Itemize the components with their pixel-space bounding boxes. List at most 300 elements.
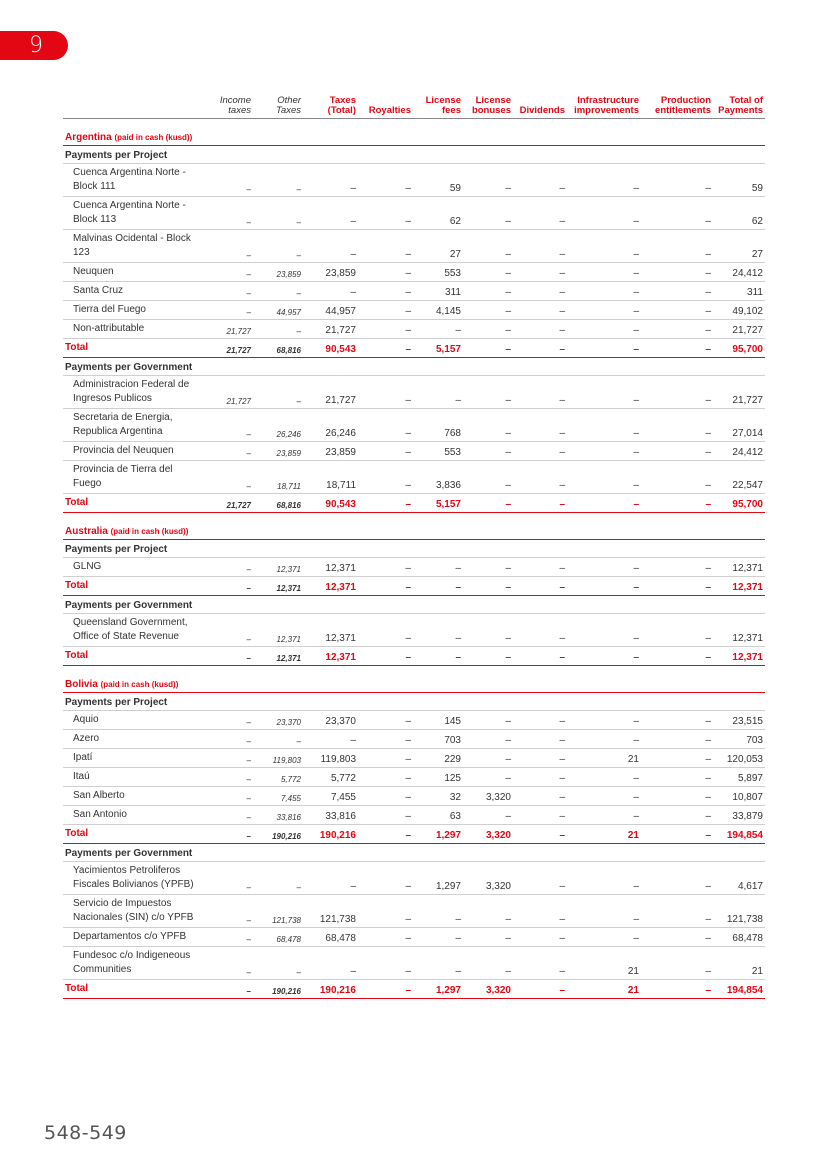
- value-cell: –: [213, 282, 253, 301]
- value-cell: 3,836: [413, 461, 463, 494]
- value-cell: 190,216: [303, 825, 358, 844]
- value-cell: –: [513, 862, 567, 895]
- value-cell: –: [567, 339, 641, 358]
- value-cell: 18,711: [253, 461, 303, 494]
- section-header: [63, 596, 765, 614]
- table-row: [63, 230, 765, 263]
- value-cell: –: [463, 442, 513, 461]
- value-cell: –: [253, 282, 303, 301]
- value-cell: 68,816: [253, 494, 303, 513]
- value-cell: 229: [413, 749, 463, 768]
- value-cell: –: [358, 862, 413, 895]
- value-cell: 194,854: [713, 825, 765, 844]
- value-cell: –: [567, 577, 641, 596]
- value-cell: –: [641, 895, 713, 928]
- value-cell: 3,320: [463, 862, 513, 895]
- value-cell: 5,897: [713, 768, 765, 787]
- value-cell: –: [513, 980, 567, 999]
- value-cell: –: [358, 806, 413, 825]
- value-cell: –: [463, 711, 513, 730]
- table-row: [63, 442, 765, 461]
- payments-table: [63, 96, 765, 999]
- value-cell: –: [513, 928, 567, 947]
- row-label: Santa Cruz: [63, 282, 213, 301]
- value-cell: –: [513, 577, 567, 596]
- value-cell: –: [641, 461, 713, 494]
- page-range: 548-549: [44, 1122, 127, 1144]
- total-label: Total: [63, 825, 213, 844]
- value-cell: –: [303, 282, 358, 301]
- value-cell: –: [358, 376, 413, 409]
- value-cell: –: [358, 614, 413, 647]
- value-cell: –: [513, 164, 567, 197]
- value-cell: –: [513, 768, 567, 787]
- value-cell: –: [567, 197, 641, 230]
- value-cell: –: [463, 230, 513, 263]
- value-cell: 12,371: [713, 558, 765, 577]
- value-cell: –: [213, 197, 253, 230]
- value-cell: –: [303, 947, 358, 980]
- value-cell: 23,859: [303, 263, 358, 282]
- table-row: [63, 263, 765, 282]
- table-row: [63, 928, 765, 947]
- value-cell: 62: [413, 197, 463, 230]
- table-row: [63, 409, 765, 442]
- country-title: [63, 119, 765, 146]
- table-row: [63, 461, 765, 494]
- row-label: Queensland Government, Office of State Revenue: [63, 614, 213, 647]
- table-row: [63, 164, 765, 197]
- value-cell: –: [463, 339, 513, 358]
- value-cell: –: [513, 494, 567, 513]
- value-cell: 120,053: [713, 749, 765, 768]
- section-title: Payments per Government: [63, 358, 765, 376]
- value-cell: 145: [413, 711, 463, 730]
- value-cell: –: [413, 320, 463, 339]
- value-cell: 121,738: [303, 895, 358, 928]
- value-cell: –: [358, 558, 413, 577]
- header-dividends: Dividends: [513, 96, 567, 119]
- section-title: Payments per Project: [63, 540, 765, 558]
- value-cell: –: [463, 768, 513, 787]
- row-label: Yacimientos Petroliferos Fiscales Bolivianos (YPFB): [63, 862, 213, 895]
- value-cell: –: [567, 787, 641, 806]
- section-title: Payments per Government: [63, 844, 765, 862]
- value-cell: –: [358, 442, 413, 461]
- value-cell: –: [567, 711, 641, 730]
- row-label: Azero: [63, 730, 213, 749]
- value-cell: –: [253, 320, 303, 339]
- value-cell: 44,957: [303, 301, 358, 320]
- value-cell: –: [641, 711, 713, 730]
- value-cell: –: [358, 980, 413, 999]
- value-cell: 27,014: [713, 409, 765, 442]
- value-cell: –: [303, 730, 358, 749]
- value-cell: –: [641, 339, 713, 358]
- value-cell: 12,371: [253, 577, 303, 596]
- value-cell: 190,216: [253, 825, 303, 844]
- row-label: Servicio de Impuestos Nacionales (SIN) c/o YPFB: [63, 895, 213, 928]
- value-cell: 26,246: [253, 409, 303, 442]
- value-cell: –: [567, 895, 641, 928]
- value-cell: –: [567, 282, 641, 301]
- country-title: [63, 513, 765, 540]
- country-title: [63, 666, 765, 693]
- value-cell: 12,371: [713, 647, 765, 666]
- value-cell: 553: [413, 263, 463, 282]
- row-label: Ipatí: [63, 749, 213, 768]
- country-unit-note: (paid in cash (kusd)): [100, 680, 179, 689]
- value-cell: –: [567, 230, 641, 263]
- value-cell: –: [253, 230, 303, 263]
- value-cell: –: [213, 409, 253, 442]
- value-cell: –: [513, 806, 567, 825]
- value-cell: –: [641, 376, 713, 409]
- value-cell: –: [641, 980, 713, 999]
- row-label: Tierra del Fuego: [63, 301, 213, 320]
- value-cell: –: [463, 806, 513, 825]
- value-cell: –: [303, 197, 358, 230]
- value-cell: 1,297: [413, 862, 463, 895]
- table-row: [63, 197, 765, 230]
- value-cell: 21: [567, 980, 641, 999]
- value-cell: –: [513, 320, 567, 339]
- country-header: [63, 119, 765, 146]
- row-label: Departamentos c/o YPFB: [63, 928, 213, 947]
- value-cell: –: [567, 164, 641, 197]
- table-row: [63, 947, 765, 980]
- value-cell: 21,727: [303, 376, 358, 409]
- value-cell: 3,320: [463, 825, 513, 844]
- value-cell: 12,371: [253, 647, 303, 666]
- total-row: [63, 577, 765, 596]
- value-cell: –: [513, 711, 567, 730]
- table-body: [63, 119, 765, 999]
- value-cell: 27: [413, 230, 463, 263]
- value-cell: –: [641, 494, 713, 513]
- value-cell: –: [413, 928, 463, 947]
- value-cell: 21,727: [303, 320, 358, 339]
- value-cell: 23,370: [253, 711, 303, 730]
- value-cell: –: [513, 614, 567, 647]
- value-cell: –: [213, 862, 253, 895]
- value-cell: –: [213, 647, 253, 666]
- value-cell: –: [513, 263, 567, 282]
- value-cell: –: [513, 230, 567, 263]
- header-label: [63, 96, 213, 119]
- value-cell: 125: [413, 768, 463, 787]
- value-cell: 311: [413, 282, 463, 301]
- value-cell: –: [641, 862, 713, 895]
- value-cell: –: [463, 928, 513, 947]
- row-label: Provincia de Tierra del Fuego: [63, 461, 213, 494]
- value-cell: 3,320: [463, 787, 513, 806]
- value-cell: –: [567, 730, 641, 749]
- value-cell: 5,772: [253, 768, 303, 787]
- value-cell: –: [513, 787, 567, 806]
- value-cell: –: [463, 647, 513, 666]
- header-taxes-total: Taxes (Total): [303, 96, 358, 119]
- value-cell: –: [641, 164, 713, 197]
- value-cell: 3,320: [463, 980, 513, 999]
- header-total-payments: Total of Payments: [713, 96, 765, 119]
- value-cell: 18,711: [303, 461, 358, 494]
- row-label: Fundesoc c/o Indigeneous Communities: [63, 947, 213, 980]
- value-cell: –: [213, 787, 253, 806]
- value-cell: –: [413, 614, 463, 647]
- value-cell: 21: [713, 947, 765, 980]
- value-cell: –: [413, 895, 463, 928]
- value-cell: –: [358, 282, 413, 301]
- value-cell: –: [253, 862, 303, 895]
- table-row: [63, 806, 765, 825]
- value-cell: –: [463, 461, 513, 494]
- row-label: Non-attributable: [63, 320, 213, 339]
- value-cell: 5,157: [413, 494, 463, 513]
- value-cell: 21,727: [213, 320, 253, 339]
- value-cell: –: [641, 730, 713, 749]
- value-cell: 24,412: [713, 263, 765, 282]
- value-cell: 33,816: [303, 806, 358, 825]
- table-row: [63, 282, 765, 301]
- value-cell: –: [213, 895, 253, 928]
- value-cell: 59: [713, 164, 765, 197]
- value-cell: 21,727: [213, 339, 253, 358]
- value-cell: –: [513, 558, 567, 577]
- total-label: Total: [63, 577, 213, 596]
- value-cell: –: [641, 806, 713, 825]
- value-cell: 21: [567, 749, 641, 768]
- row-label: San Antonio: [63, 806, 213, 825]
- value-cell: 68,478: [303, 928, 358, 947]
- value-cell: –: [513, 339, 567, 358]
- value-cell: 21,727: [213, 494, 253, 513]
- value-cell: –: [358, 263, 413, 282]
- value-cell: –: [567, 494, 641, 513]
- value-cell: 44,957: [253, 301, 303, 320]
- value-cell: –: [358, 320, 413, 339]
- table-row: [63, 376, 765, 409]
- value-cell: –: [513, 376, 567, 409]
- value-cell: –: [641, 409, 713, 442]
- value-cell: 12,371: [713, 577, 765, 596]
- value-cell: –: [413, 577, 463, 596]
- value-cell: –: [567, 558, 641, 577]
- value-cell: –: [641, 301, 713, 320]
- section-title: Payments per Project: [63, 146, 765, 164]
- value-cell: –: [641, 749, 713, 768]
- value-cell: –: [513, 749, 567, 768]
- total-row: [63, 339, 765, 358]
- value-cell: –: [358, 711, 413, 730]
- value-cell: –: [567, 928, 641, 947]
- value-cell: –: [213, 577, 253, 596]
- value-cell: 553: [413, 442, 463, 461]
- value-cell: 7,455: [253, 787, 303, 806]
- value-cell: 121,738: [253, 895, 303, 928]
- value-cell: –: [213, 768, 253, 787]
- country-name: Bolivia: [65, 679, 98, 690]
- value-cell: –: [567, 768, 641, 787]
- value-cell: –: [567, 376, 641, 409]
- value-cell: –: [253, 730, 303, 749]
- value-cell: –: [641, 614, 713, 647]
- value-cell: –: [463, 494, 513, 513]
- value-cell: –: [513, 197, 567, 230]
- value-cell: 4,617: [713, 862, 765, 895]
- value-cell: –: [358, 339, 413, 358]
- value-cell: 12,371: [253, 558, 303, 577]
- value-cell: 49,102: [713, 301, 765, 320]
- value-cell: –: [213, 442, 253, 461]
- value-cell: 22,547: [713, 461, 765, 494]
- header-license-fees: License fees: [413, 96, 463, 119]
- value-cell: 12,371: [713, 614, 765, 647]
- value-cell: 4,145: [413, 301, 463, 320]
- country-unit-note: (paid in cash (kusd)): [110, 527, 189, 536]
- section-header: [63, 693, 765, 711]
- table-row: [63, 749, 765, 768]
- value-cell: 121,738: [713, 895, 765, 928]
- value-cell: –: [513, 647, 567, 666]
- value-cell: –: [567, 461, 641, 494]
- value-cell: 26,246: [303, 409, 358, 442]
- value-cell: –: [413, 947, 463, 980]
- value-cell: –: [641, 558, 713, 577]
- row-label: GLNG: [63, 558, 213, 577]
- row-label: Secretaria de Energia, Republica Argentina: [63, 409, 213, 442]
- value-cell: –: [567, 647, 641, 666]
- value-cell: –: [213, 928, 253, 947]
- value-cell: 12,371: [303, 577, 358, 596]
- value-cell: –: [413, 376, 463, 409]
- country-name: Australia: [65, 526, 108, 537]
- value-cell: –: [567, 442, 641, 461]
- value-cell: –: [463, 197, 513, 230]
- value-cell: 7,455: [303, 787, 358, 806]
- value-cell: 190,216: [253, 980, 303, 999]
- value-cell: –: [463, 558, 513, 577]
- value-cell: –: [641, 230, 713, 263]
- value-cell: 24,412: [713, 442, 765, 461]
- value-cell: –: [358, 164, 413, 197]
- value-cell: 12,371: [303, 614, 358, 647]
- table-row: [63, 787, 765, 806]
- total-row: [63, 647, 765, 666]
- value-cell: –: [641, 263, 713, 282]
- value-cell: –: [513, 895, 567, 928]
- section-title: Payments per Government: [63, 596, 765, 614]
- value-cell: –: [213, 558, 253, 577]
- value-cell: –: [303, 230, 358, 263]
- value-cell: –: [213, 711, 253, 730]
- country-unit-note: (paid in cash (kusd)): [114, 133, 193, 142]
- value-cell: –: [213, 806, 253, 825]
- value-cell: –: [513, 301, 567, 320]
- total-label: Total: [63, 647, 213, 666]
- table-row: [63, 768, 765, 787]
- value-cell: –: [358, 947, 413, 980]
- value-cell: –: [358, 787, 413, 806]
- section-header: [63, 844, 765, 862]
- value-cell: 90,543: [303, 494, 358, 513]
- table-row: [63, 730, 765, 749]
- table-row: [63, 895, 765, 928]
- value-cell: –: [253, 376, 303, 409]
- value-cell: –: [463, 947, 513, 980]
- row-label: Itaú: [63, 768, 213, 787]
- table-row: [63, 301, 765, 320]
- value-cell: –: [513, 282, 567, 301]
- value-cell: –: [567, 862, 641, 895]
- value-cell: –: [358, 301, 413, 320]
- value-cell: –: [641, 577, 713, 596]
- value-cell: 33,816: [253, 806, 303, 825]
- table-header-row: [63, 96, 765, 119]
- value-cell: –: [303, 164, 358, 197]
- value-cell: –: [463, 320, 513, 339]
- value-cell: 59: [413, 164, 463, 197]
- total-row: [63, 980, 765, 999]
- section-header: [63, 540, 765, 558]
- value-cell: 95,700: [713, 339, 765, 358]
- value-cell: –: [213, 301, 253, 320]
- value-cell: 23,859: [303, 442, 358, 461]
- value-cell: –: [213, 164, 253, 197]
- page-number-tab: 9: [0, 31, 68, 60]
- value-cell: –: [358, 749, 413, 768]
- value-cell: –: [641, 787, 713, 806]
- value-cell: –: [641, 647, 713, 666]
- value-cell: –: [413, 647, 463, 666]
- row-label: Provincia del Neuquen: [63, 442, 213, 461]
- value-cell: –: [641, 768, 713, 787]
- value-cell: 1,297: [413, 980, 463, 999]
- value-cell: –: [641, 282, 713, 301]
- row-label: Cuenca Argentina Norte - Block 111: [63, 164, 213, 197]
- value-cell: –: [567, 806, 641, 825]
- value-cell: –: [358, 230, 413, 263]
- value-cell: 90,543: [303, 339, 358, 358]
- header-infrastructure: Infrastructure improvements: [567, 96, 641, 119]
- value-cell: –: [463, 282, 513, 301]
- value-cell: –: [213, 825, 253, 844]
- value-cell: –: [567, 409, 641, 442]
- value-cell: 27: [713, 230, 765, 263]
- value-cell: –: [463, 263, 513, 282]
- table-row: [63, 711, 765, 730]
- value-cell: –: [358, 768, 413, 787]
- table-row: [63, 320, 765, 339]
- value-cell: –: [463, 164, 513, 197]
- value-cell: 68,478: [253, 928, 303, 947]
- value-cell: –: [213, 749, 253, 768]
- value-cell: 23,515: [713, 711, 765, 730]
- value-cell: 32: [413, 787, 463, 806]
- value-cell: –: [567, 301, 641, 320]
- value-cell: –: [463, 577, 513, 596]
- header-royalties: Royalties: [358, 96, 413, 119]
- section-header: [63, 358, 765, 376]
- value-cell: –: [213, 230, 253, 263]
- value-cell: 703: [413, 730, 463, 749]
- value-cell: –: [413, 558, 463, 577]
- value-cell: 63: [413, 806, 463, 825]
- value-cell: –: [253, 197, 303, 230]
- value-cell: –: [641, 825, 713, 844]
- country-header: [63, 666, 765, 693]
- value-cell: –: [213, 263, 253, 282]
